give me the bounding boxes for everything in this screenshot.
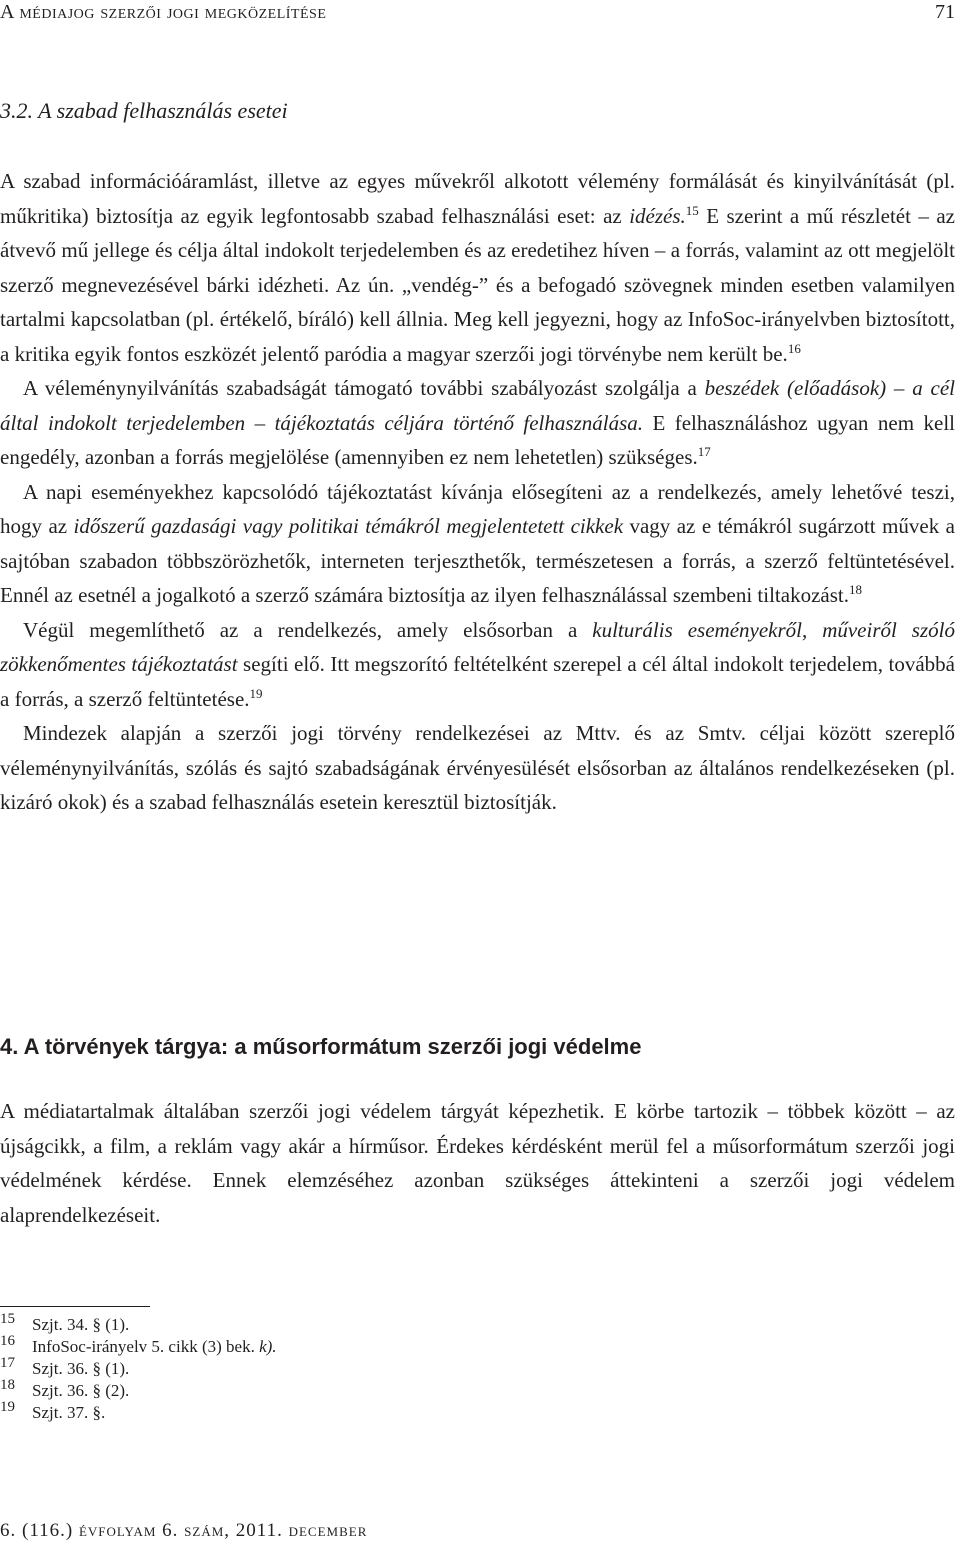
paragraph-speeches: A véleménynyilvánítás szabadságát támogató további szabályozást szolgálja a beszédek (előadások) – a cél által indokolt terjedelemben – tájékoztatás céljára történő felhasználása. E felhasználáshoz ugyan nem kell engedély, azonban a forrás megjelölése (amennyiben ez nem lehetetlen) szükséges.$^{17}$ xyxy=(0,376,955,469)
running-header xyxy=(0,0,955,28)
page-number: 71 xyxy=(935,1,955,23)
running-title: A médiajog szerzői jogi megközelítése xyxy=(0,1,327,23)
footnote-number: 15 xyxy=(0,1311,15,1327)
emphasis: időszerű gazdasági vagy politikai témákról megjelentetett cikkek xyxy=(73,514,624,538)
footnote-ref[interactable]: 17 xyxy=(697,444,711,459)
footnote-number: 18 xyxy=(0,1377,15,1393)
footnote-ref[interactable]: 16 xyxy=(787,340,801,356)
footnote-number: 17 xyxy=(0,1355,15,1371)
paragraph-summary: Mindezek alapján a szerzői jogi törvény rendelkezései az Mttv. és az Smtv. céljai között szereplő véleménynyilvánítás, szólás és sajtó szabadságának érvényesülését elsősorban az általános rendelkezéseken (pl. kizáró okok) és a szabad felhasználás esetein keresztül biztosítják. xyxy=(0,721,955,814)
journal-footer: 6. (116.) évfolyam 6. szám, 2011. december xyxy=(0,1520,368,1541)
paragraph-news: A napi eseményekhez kapcsolódó tájékoztatást kívánja elősegíteni az a rendelkezés, amely lehetővé teszi, hogy az időszerű gazdasági vagy politikai témákról megjelentetett cikkek vagy az e témákról sugárzott művek a sajtóban szabadon többszörözhetők, interneten terjeszthetők, természetesen a forrás, a szerző feltüntetésével. Ennél az esetnél a jogalkotó a szerző számára biztosítja az ilyen felhasználással szembeni tiltakozást.$^{18}$ xyxy=(0,479,955,607)
footnote-text: Szjt. 34. § (1). xyxy=(32,1315,130,1334)
paragraph-media-content: A médiatartalmak általában szerzői jogi védelem tárgyát képezhetik. E körbe tartozik – többek között – az újságcikk, a film, a reklám vagy akár a hírműsor. Érdekes kérdésként merül fel a műsorformátum szerzői jogi védelmének kérdése. Ennek elemzéséhez azonban szükséges áttekinteni a szerzői jogi védelem alaprendelkezéseit. xyxy=(0,1099,955,1227)
footnote-text: InfoSoc-irányelv 5. cikk (3) bek. k). xyxy=(32,1337,277,1356)
footnote-divider xyxy=(0,1306,150,1307)
footnote-ref[interactable]: 15 xyxy=(685,202,699,218)
emphasis: beszédek (előadások) – a cél által indokolt terjedelemben – tájékoztatás céljára történő felhasználása. xyxy=(0,376,955,435)
emphasis: k). xyxy=(259,1337,277,1356)
body-text-upper xyxy=(0,164,955,820)
footnote-number: 19 xyxy=(0,1399,15,1415)
footnote-ref[interactable]: 19 xyxy=(249,685,263,701)
body-text-section4 xyxy=(0,1094,955,1232)
emphasis: idézés. xyxy=(629,203,686,228)
paragraph-cultural: Végül megemlíthető az a rendelkezés, amely elsősorban a kulturális eseményekről, műveiről szóló zökkenőmentes tájékoztatást segíti elő. Itt megszorító feltételként szerepel a cél által indokolt terjedelem, továbbá a forrás, a szerző feltüntetése.$^{19}$ xyxy=(0,617,955,711)
section-heading: 4. A törvények tárgya: a műsorformátum szerzői jogi védelme xyxy=(0,1034,642,1059)
paragraph-quotation: A szabad információáramlást, illetve az egyes művekről alkotott vélemény formálását és kinyilvánítását (pl. műkritika) biztosítja az egyik legfontosabb szabad felhasználási eset: az idézés.$^{15}$ E szerint a mű részletét – az átvevő mű jellege és célja által indokolt terjedelemben és az eredetihez híven – a forrás, valamint az ott megjelölt szerző megnevezésével bárki idézheti. Az ún. „vendég-” és a befogadó szövegnek minden esetben valamilyen tartalmi kapcsolatban (pl. értékelő, bíráló) kell állnia. Meg kell jegyezni, hogy az InfoSoc-irányelvben biztosított, a kritika egyik fontos eszközét jelentő paródia a magyar szerzői jogi törvénybe nem került be.$^{16}$ xyxy=(0,169,955,366)
emphasis: kulturális eseményekről, műveiről szóló zökkenőmentes tájékoztatást xyxy=(0,617,955,676)
footnote-text: Szjt. 36. § (1). xyxy=(32,1359,130,1378)
footnote-ref[interactable]: 18 xyxy=(848,582,862,597)
footnote-text: Szjt. 36. § (2). xyxy=(32,1381,130,1400)
subsection-heading: 3.2. A szabad felhasználás esetei xyxy=(0,98,288,123)
footnote-text: Szjt. 37. §. xyxy=(32,1403,106,1422)
footnote-number: 16 xyxy=(0,1333,15,1349)
